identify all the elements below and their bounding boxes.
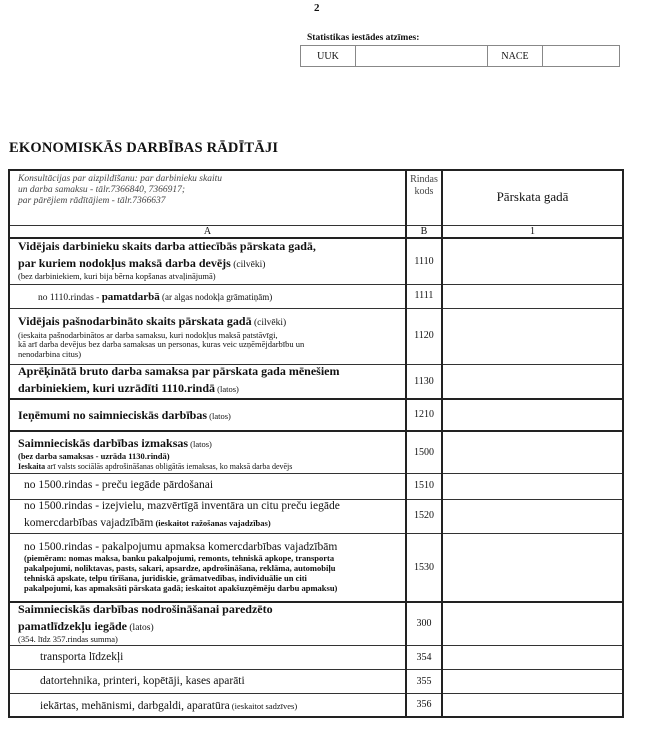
row-note: pakalpojumi, kas apmaksāti pārskata gadā; ieskaitot apakšuzņēmēju darbu apmaksu) [24, 582, 338, 593]
code-header-line: kods [414, 185, 434, 197]
code-header-line: Rindas [410, 174, 438, 185]
row-title: Ieņēmumi no saimnieciskās darbības [18, 407, 208, 422]
row-title: no 1500.rindas - pakalpojumu apmaksa komercdarbības vajadzībām [24, 541, 338, 554]
row-code: 1530 [406, 533, 442, 602]
table-row [9, 602, 623, 645]
row-note: kā arī darba devējus bez darba samaksas un personas, kuras veic uzņēmējdarbību un [18, 339, 305, 350]
row-label [9, 602, 406, 645]
row-note: arī valsts sociālās apdrošināšanas obligātās iemaksas, ko maksā darba devējs [45, 461, 293, 471]
row-code: 1130 [406, 364, 442, 399]
row-title: komercdarbības vajadzībām [24, 517, 154, 530]
table-row [9, 693, 623, 717]
row-unit: (latos) [188, 438, 212, 449]
row-code: 1120 [406, 308, 442, 364]
row-value-field[interactable] [442, 399, 623, 431]
row-note: (piemēram: nomas maksa, banku pakalpojumi, remonts, tehniskā apkope, transporta [24, 553, 335, 564]
row-label [9, 284, 406, 308]
table-row [9, 669, 623, 693]
col-b-letter: B [406, 225, 442, 238]
row-title: iekārtas, mehānismi, darbgaldi, aparatūra [40, 700, 230, 712]
section-title: EKONOMISKĀS DARBĪBAS RĀDĪTĀJI [9, 140, 279, 156]
row-label [9, 431, 406, 473]
table-row [9, 284, 623, 308]
row-code: 1510 [406, 473, 442, 499]
year-column-header: Pārskata gadā [442, 170, 623, 225]
row-code: 1111 [406, 284, 442, 308]
row-code: 1520 [406, 499, 442, 533]
row-value-field[interactable] [442, 602, 623, 645]
row-value-field[interactable] [442, 669, 623, 693]
row-code: 1110 [406, 238, 442, 284]
row-value-field[interactable] [442, 533, 623, 602]
row-unit: (cilvēki) [230, 260, 266, 271]
row-value-field[interactable] [442, 364, 623, 399]
table-row [9, 499, 623, 533]
row-title: Saimnieciskās darbības nodrošināšanai paredzēto [18, 602, 273, 616]
consultation-line: Konsultācijas par aizpildīšanu: par darbinieku skaitu [18, 174, 222, 184]
row-value-field[interactable] [442, 284, 623, 308]
row-label: transporta līdzekļi [9, 645, 406, 669]
row-label: datortehnika, printeri, kopētāji, kases aparāti [9, 669, 406, 693]
page-number: 2 [314, 2, 320, 14]
row-code: 355 [406, 669, 442, 693]
row-code: 356 [406, 693, 442, 717]
row-value-field[interactable] [442, 499, 623, 533]
row-note: nenodarbina citus) [18, 349, 82, 360]
row-value-field[interactable] [442, 431, 623, 473]
uuk-field[interactable] [356, 46, 488, 67]
table-row [9, 645, 623, 669]
col-a-letter: A [9, 225, 406, 238]
row-title: par kuriem nodokļus maksā darba devējs [18, 256, 231, 271]
row-note-emphasis: Ieskaita [18, 461, 46, 471]
row-unit: (ar algas nodokļa grāmatiņām) [159, 291, 273, 302]
row-prefix: no 1110.rindas - [38, 292, 102, 303]
table-header-row [9, 170, 623, 225]
code-column-header [406, 170, 442, 225]
consultation-line: par pārējiem rādītājiem - tālr.7366637 [18, 195, 166, 206]
row-label [9, 693, 406, 717]
row-label [9, 238, 406, 284]
row-title: no 1500.rindas - izejvielu, mazvērtīgā inventāra un citu preču iegāde [24, 500, 340, 513]
row-value-field[interactable] [442, 693, 623, 717]
row-code: 300 [406, 602, 442, 645]
uuk-label: UUK [301, 46, 356, 67]
row-code: 1500 [406, 431, 442, 473]
row-note: (354. līdz 357.rindas summa) [18, 634, 118, 645]
table-row [9, 238, 623, 284]
indicators-table [8, 169, 624, 718]
row-title: Vidējais darbinieku skaits darba attiecībās pārskata gadā, [18, 239, 316, 254]
table-row [9, 431, 623, 473]
row-label [9, 364, 406, 399]
row-unit: (latos) [207, 410, 231, 421]
row-code: 354 [406, 645, 442, 669]
row-title: Vidējais pašnodarbināto skaits pārskata gadā [18, 314, 252, 329]
table-row [9, 364, 623, 399]
row-note: (ieskaitot ražošanas vajadzības) [153, 518, 271, 529]
row-title: Aprēķinātā bruto darba samaksa par pārskata gada mēnešiem [18, 364, 340, 379]
row-title: darbiniekiem, kuri uzrādīti 1110.rindā [18, 380, 216, 395]
row-value-field[interactable] [442, 473, 623, 499]
row-label [9, 533, 406, 602]
col-1-letter: 1 [442, 225, 623, 238]
row-unit: (cilvēki) [251, 318, 287, 329]
row-code: 1210 [406, 399, 442, 431]
consultation-line: un darba samaksu - tālr.7366840, 7366917; [18, 184, 186, 195]
row-title: Saimnieciskās darbības izmaksas [18, 435, 189, 450]
row-unit: (latos) [127, 622, 154, 633]
row-label [9, 308, 406, 364]
nace-label: NACE [488, 46, 543, 67]
row-title: pamatdarbā [101, 290, 160, 303]
row-note: pakalpojumi, noliktavas, pasts, sakari, apsardze, apdrošināšana, reklāma, automobiļu [24, 563, 336, 574]
table-row [9, 308, 623, 364]
row-label [9, 499, 406, 533]
row-value-field[interactable] [442, 645, 623, 669]
statistics-marks-label: Statistikas iestādes atzīmes: [307, 33, 420, 43]
nace-field[interactable] [543, 46, 620, 67]
row-label [9, 399, 406, 431]
table-row [9, 473, 623, 499]
column-letters-row [9, 225, 623, 238]
statistics-marks-table [300, 45, 620, 67]
consultation-note [9, 170, 406, 225]
row-value-field[interactable] [442, 308, 623, 364]
row-note: tehniskā apskate, telpu tīrīšana, juridiskie, grāmatvedības, individuālie un citi [24, 572, 307, 583]
table-row [9, 533, 623, 602]
row-note: (ieskaitot sadzīves) [229, 701, 298, 711]
row-note: (ieskaita pašnodarbinātos ar darba samaksu, kuri nodokļus maksā patstāvīgi, [18, 329, 278, 340]
row-label: no 1500.rindas - preču iegāde pārdošanai [9, 473, 406, 499]
row-unit: (latos) [215, 383, 239, 394]
table-row [9, 399, 623, 431]
row-note: (bez darbiniekiem, kuri bija bērna kopšanas atvaļinājumā) [18, 271, 216, 282]
row-title: pamatlīdzekļu iegāde [18, 618, 128, 633]
row-value-field[interactable] [442, 238, 623, 284]
row-note: (bez darba samaksas - uzrāda 1130.rindā) [18, 450, 170, 461]
